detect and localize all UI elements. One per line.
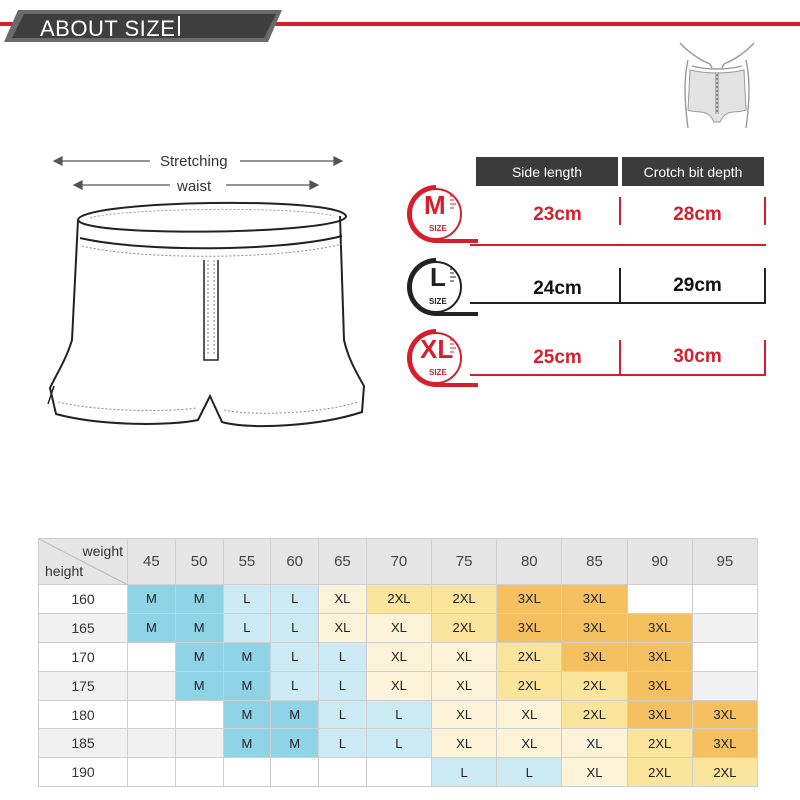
size-cell: [128, 729, 176, 758]
size-cell: L: [271, 642, 319, 671]
size-cell: L: [319, 642, 367, 671]
weight-header-cell: 85: [562, 539, 627, 585]
size-cell: L: [319, 700, 367, 729]
size-cell: XL: [497, 729, 562, 758]
size-cell: [223, 758, 271, 787]
size-cell: [692, 642, 757, 671]
size-cell: 3XL: [692, 700, 757, 729]
size-cell: 2XL: [432, 613, 497, 642]
waist-label: waist: [177, 178, 212, 195]
size-xl-end: [764, 340, 766, 374]
height-cell: 170: [39, 642, 128, 671]
size-cell: XL: [319, 585, 367, 614]
weight-header-cell: 45: [128, 539, 176, 585]
size-cell: L: [497, 758, 562, 787]
size-m-letter: M: [424, 190, 446, 220]
size-cell: M: [175, 671, 223, 700]
size-cell: [128, 700, 176, 729]
size-cell: XL: [562, 758, 627, 787]
size-l-end: [764, 268, 766, 302]
size-cell: 3XL: [692, 729, 757, 758]
size-cell: 2XL: [562, 671, 627, 700]
size-cell: 2XL: [627, 758, 692, 787]
size-m-crotch-depth: 28cm: [673, 204, 722, 225]
size-cell: [271, 758, 319, 787]
size-cell: [627, 585, 692, 614]
size-cell: [319, 758, 367, 787]
size-l-underline: [470, 302, 766, 304]
size-cell: 2XL: [692, 758, 757, 787]
size-xl-underline: [470, 374, 766, 376]
size-xl-divider: [619, 340, 621, 374]
size-cell: 2XL: [366, 585, 431, 614]
weight-header-cell: 65: [319, 539, 367, 585]
size-cell: M: [175, 613, 223, 642]
height-cell: 190: [39, 758, 128, 787]
size-cell: 2XL: [497, 671, 562, 700]
size-cell: M: [175, 585, 223, 614]
size-cell: [692, 613, 757, 642]
size-cell: L: [319, 729, 367, 758]
height-cell: 180: [39, 700, 128, 729]
size-cell: L: [271, 671, 319, 700]
table-row: [39, 729, 758, 758]
size-cell: 2XL: [562, 700, 627, 729]
height-cell: 185: [39, 729, 128, 758]
corner-weight-label: weight: [82, 543, 123, 559]
size-xl-word: SIZE: [429, 368, 447, 377]
size-cell: 3XL: [627, 671, 692, 700]
size-cell: M: [128, 613, 176, 642]
chart-header-row: [39, 539, 758, 585]
size-cell: 3XL: [562, 642, 627, 671]
table-row: [39, 642, 758, 671]
size-cell: M: [223, 729, 271, 758]
size-l-side-length: 24cm: [533, 278, 582, 299]
table-row: [39, 700, 758, 729]
size-cell: 2XL: [497, 642, 562, 671]
size-cell: 3XL: [497, 585, 562, 614]
size-m-divider: [619, 197, 621, 225]
size-cell: M: [223, 671, 271, 700]
size-cell: M: [223, 642, 271, 671]
size-cell: 3XL: [627, 642, 692, 671]
size-l-crotch-depth: 29cm: [673, 275, 722, 296]
size-cell: XL: [432, 700, 497, 729]
page-title: ABOUT SIZE: [40, 16, 176, 41]
size-cell: L: [223, 585, 271, 614]
size-xl-crotch-depth: 30cm: [673, 346, 722, 367]
size-cell: XL: [432, 642, 497, 671]
size-cell: 3XL: [627, 700, 692, 729]
chart-corner-cell: [39, 539, 128, 585]
size-cell: XL: [366, 671, 431, 700]
corner-height-label: height: [45, 563, 84, 579]
table-row: [39, 585, 758, 614]
size-cell: 3XL: [562, 585, 627, 614]
size-cell: M: [128, 585, 176, 614]
title-divider: [178, 16, 180, 36]
size-cell: M: [271, 729, 319, 758]
table-row: [39, 758, 758, 787]
table-row: [39, 671, 758, 700]
crotch-depth-header: Crotch bit depth: [622, 157, 764, 186]
size-cell: XL: [562, 729, 627, 758]
size-cell: M: [175, 642, 223, 671]
weight-header-cell: 60: [271, 539, 319, 585]
size-cell: L: [319, 671, 367, 700]
size-cell: M: [223, 700, 271, 729]
height-cell: 165: [39, 613, 128, 642]
size-cell: XL: [432, 671, 497, 700]
size-l-divider: [619, 268, 621, 302]
size-cell: L: [366, 700, 431, 729]
size-cell: 3XL: [627, 613, 692, 642]
size-cell: XL: [319, 613, 367, 642]
size-m-side-length: 23cm: [533, 204, 582, 225]
size-cell: [692, 671, 757, 700]
stretch-arrows-icon: [50, 150, 350, 195]
size-cell: [175, 700, 223, 729]
size-chart-table: [38, 538, 758, 787]
weight-header-cell: 70: [366, 539, 431, 585]
size-l-word: SIZE: [429, 297, 447, 306]
size-cell: L: [271, 585, 319, 614]
size-cell: [128, 758, 176, 787]
table-row: [39, 613, 758, 642]
size-cell: 2XL: [432, 585, 497, 614]
size-cell: [175, 758, 223, 787]
size-cell: [128, 642, 176, 671]
size-cell: L: [271, 613, 319, 642]
size-cell: [366, 758, 431, 787]
weight-header-cell: 50: [175, 539, 223, 585]
size-cell: [175, 729, 223, 758]
weight-header-cell: 90: [627, 539, 692, 585]
size-cell: XL: [366, 613, 431, 642]
stretching-label: Stretching: [160, 153, 228, 170]
size-cell: 2XL: [627, 729, 692, 758]
size-cell: L: [432, 758, 497, 787]
weight-header-cell: 55: [223, 539, 271, 585]
size-m-underline: [470, 244, 766, 246]
size-cell: M: [271, 700, 319, 729]
height-cell: 160: [39, 585, 128, 614]
size-cell: 3XL: [497, 613, 562, 642]
size-cell: L: [223, 613, 271, 642]
weight-header-cell: 95: [692, 539, 757, 585]
size-cell: XL: [497, 700, 562, 729]
height-cell: 175: [39, 671, 128, 700]
size-l-letter: L: [430, 262, 446, 292]
shorts-illustration: [40, 190, 380, 455]
body-figure-icon: [662, 38, 772, 138]
size-m-end: [764, 197, 766, 225]
size-xl-letter: XL: [420, 334, 454, 364]
size-cell: XL: [432, 729, 497, 758]
weight-header-cell: 80: [497, 539, 562, 585]
size-cell: L: [366, 729, 431, 758]
size-cell: XL: [366, 642, 431, 671]
size-m-word: SIZE: [429, 224, 447, 233]
size-cell: [692, 585, 757, 614]
size-cell: 3XL: [562, 613, 627, 642]
size-cell: [128, 671, 176, 700]
side-length-header: Side length: [476, 157, 618, 186]
size-xl-side-length: 25cm: [533, 347, 582, 368]
weight-header-cell: 75: [432, 539, 497, 585]
